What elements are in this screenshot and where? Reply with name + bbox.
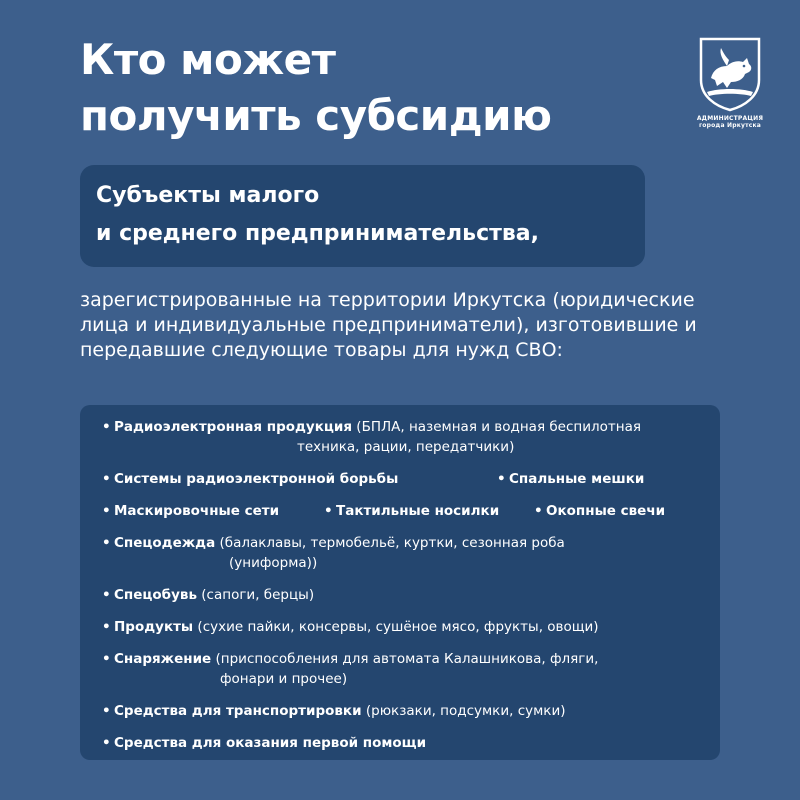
bullet: • [497,471,506,487]
list-row [102,501,720,521]
list-item [102,733,720,753]
list-item [102,649,720,669]
item-title: Спецодежда [114,535,216,551]
item-title: Окопные свечи [546,503,666,519]
title-line-2: получить субсидию [80,91,552,140]
goods-list [80,405,720,760]
bullet: • [102,587,111,603]
bullet: • [102,651,111,667]
subject-box [80,165,645,267]
list-item [102,617,720,637]
item-details: фонари и прочее) [220,671,348,687]
irkutsk-coat-of-arms-icon [697,36,763,112]
item-title: Средства для транспортировки [114,703,362,719]
bullet: • [102,535,111,551]
item-details: (сухие пайки, консервы, сушёное мясо, фрукты, овощи) [193,619,599,635]
item-details: (рюкзаки, подсумки, сумки) [361,703,566,719]
list-item [102,585,720,605]
bullet: • [102,619,111,635]
item-title: Системы радиоэлектронной борьбы [114,471,399,487]
list-item-continuation [102,437,720,457]
bullet: • [102,471,111,487]
intro-text: зарегистрированные на территории Иркутска (юридические лица и индивидуальные предприниматели), изготовившие и передавшие следующие товары для нужд СВО: [80,289,697,361]
list-item [102,417,720,437]
logo [690,36,770,129]
item-details: техника, рации, передатчики) [297,439,515,455]
title-line-1: Кто может [80,35,336,84]
list-item [102,533,720,553]
list-item [102,701,720,721]
list-item-continuation [102,553,720,573]
item-details: (приспособления для автомата Калашникова, фляги, [211,651,599,667]
bullet: • [102,419,111,435]
list-item [102,501,324,521]
item-title: Средства для оказания первой помощи [114,735,427,751]
bullet: • [102,703,111,719]
item-title: Продукты [114,619,194,635]
item-details: (балаклавы, термобельё, куртки, сезонная роба [215,535,565,551]
item-title: Снаряжение [114,651,212,667]
logo-caption-line-2: города Иркутска [698,122,762,129]
list-item [102,469,497,489]
list-item [324,501,534,521]
item-title: Маскировочные сети [114,503,280,519]
item-details: (униформа)) [229,555,318,571]
item-title: Тактильные носилки [336,503,500,519]
item-details: (сапоги, берцы) [196,587,315,603]
list-item [534,501,665,521]
subject-line-1: Субъекты малого [96,183,320,208]
list-item-continuation [102,669,720,689]
item-title: Спальные мешки [509,471,645,487]
bullet: • [324,503,333,519]
bullet: • [534,503,543,519]
bullet: • [102,735,111,751]
list-item [497,469,644,489]
item-title: Радиоэлектронная продукция [114,419,353,435]
page-title [80,32,551,144]
item-title: Спецобувь [114,587,197,603]
logo-caption-line-1: АДМИНИСТРАЦИЯ [696,115,764,122]
bullet: • [102,503,111,519]
item-details: (БПЛА, наземная и водная беспилотная [352,419,641,435]
list-row [102,469,720,489]
subject-line-2: и среднего предпринимательства, [96,221,539,246]
